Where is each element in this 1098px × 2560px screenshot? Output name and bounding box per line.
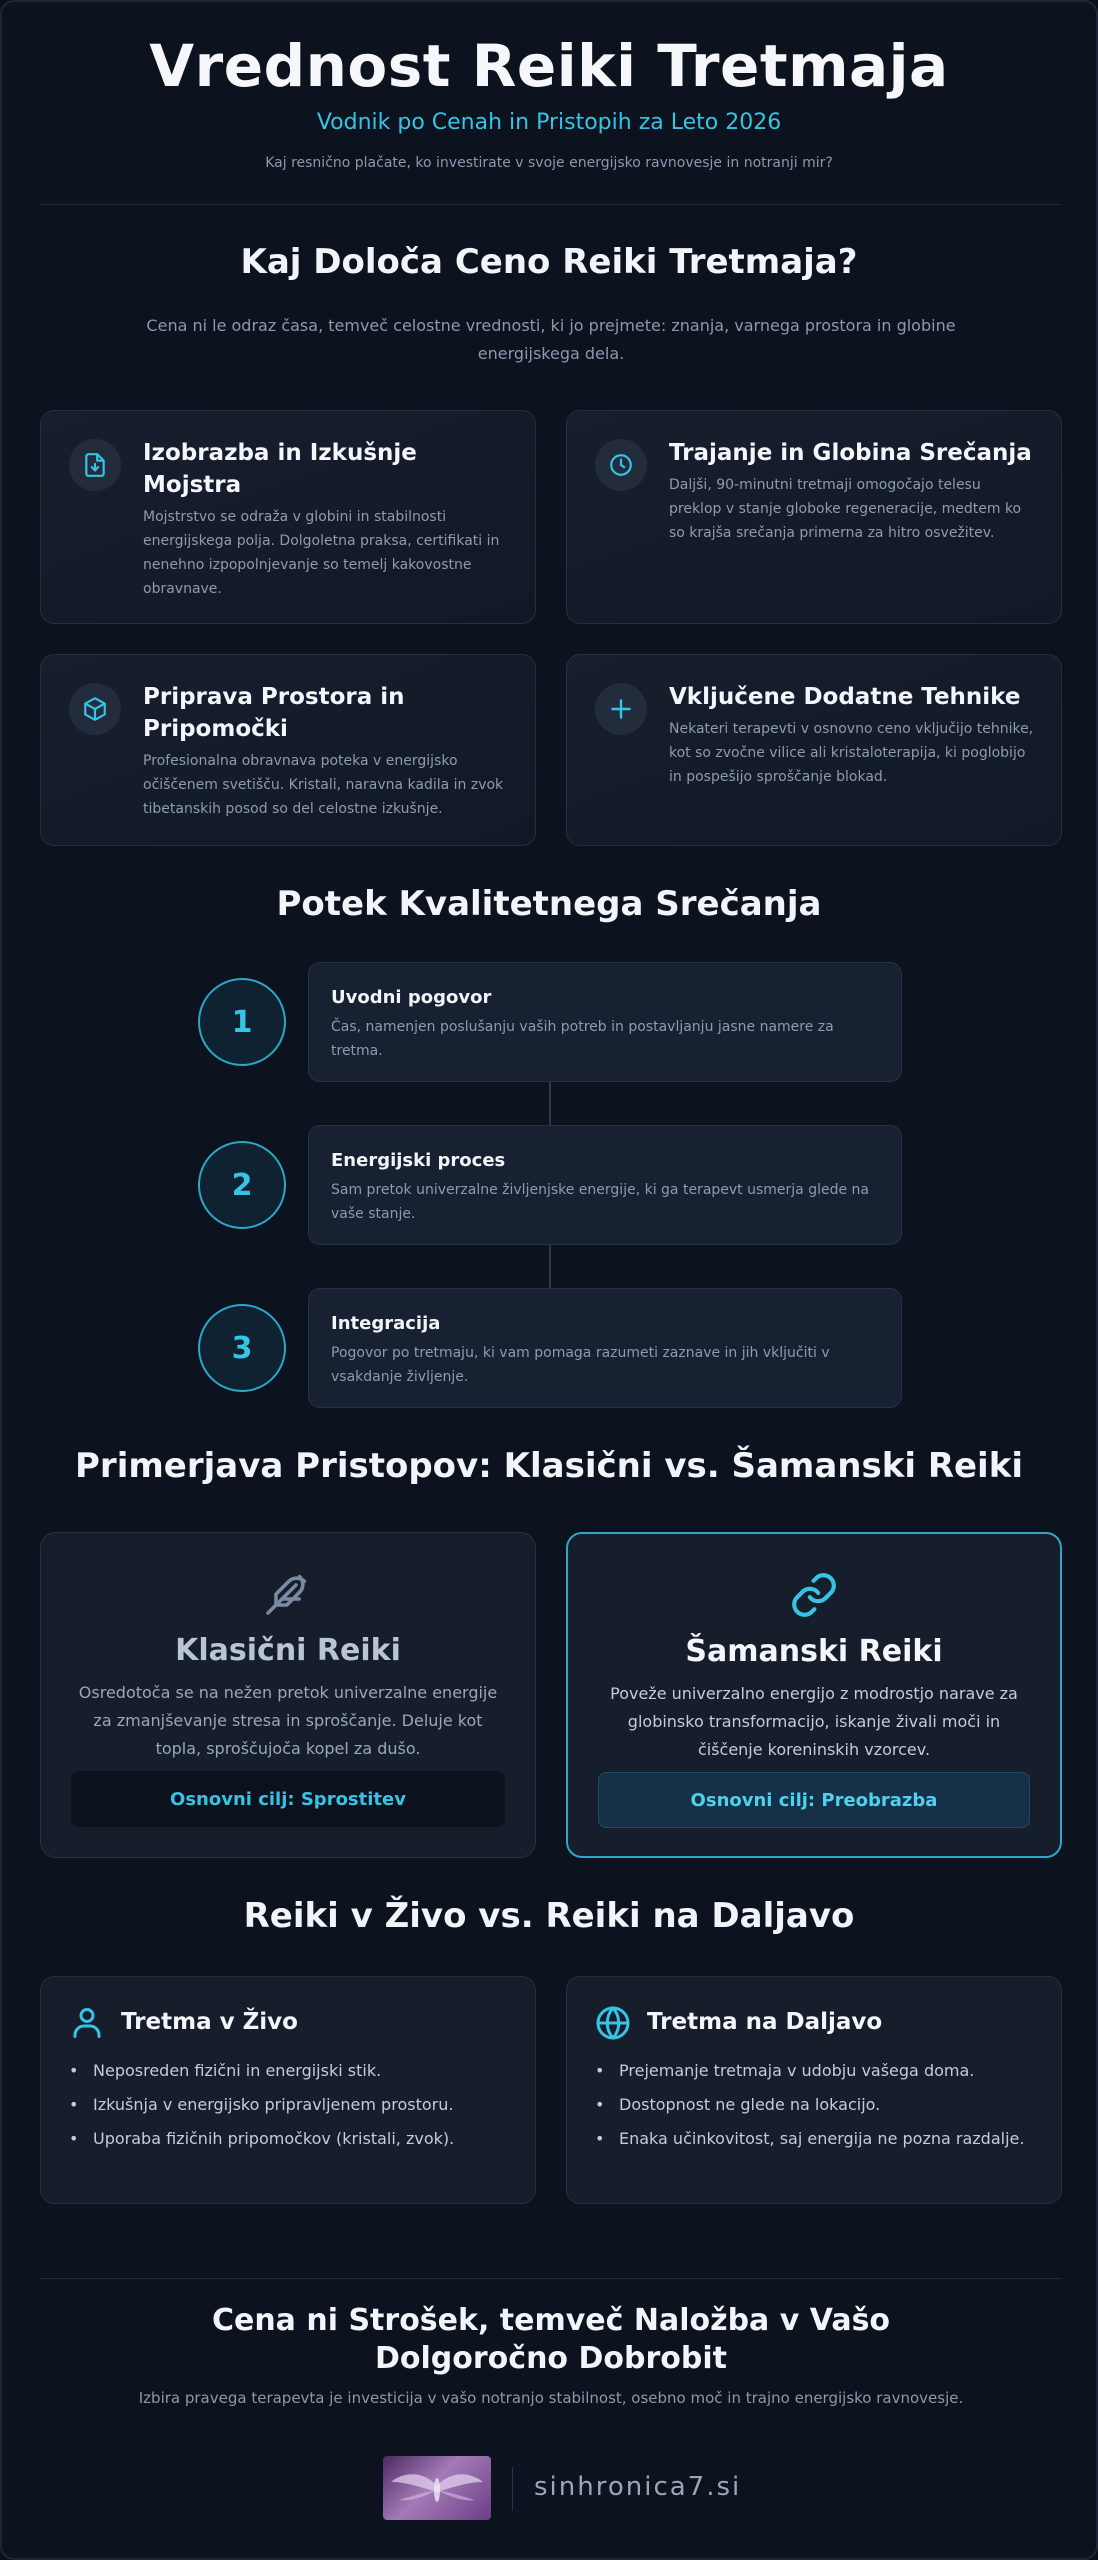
brand-logo [383, 2456, 491, 2520]
list-item: • Izkušnja v energijsko pripravljenem prostoru. [69, 2093, 511, 2117]
step-connector [549, 1245, 551, 1289]
factor-text: Profesionalna obravnava poteka v energijsko očiščenem svetišču. Kristali, naravna kadila in zvok tibetanskih posod so del celostne izkušnje. [143, 753, 504, 817]
remote-title: Tretma na Daljavo [647, 2009, 883, 2035]
step-number: 1 [198, 978, 286, 1066]
factor-title: Izobrazba in Izkušnje Mojstra [143, 440, 417, 498]
page-tagline: Kaj resnično plačate, ko investirate v svoje energijsko ravnovesje in notranji mir? [265, 155, 833, 171]
document-download-icon [69, 439, 121, 491]
step-card [308, 1288, 902, 1408]
live-treatment-card [40, 1976, 536, 2204]
step-number: 3 [198, 1304, 286, 1392]
user-icon [69, 2005, 105, 2041]
feather-icon [41, 1569, 535, 1617]
modes-heading: Reiki v Živo vs. Reiki na Daljavo [243, 1896, 855, 1936]
shamanic-text: Poveže univerzalno energijo z modrostjo narave za globinsko transformacijo, iskanje živali moči in čiščenje koreninskih vzorcev. [610, 1684, 1018, 1759]
globe-icon [595, 2005, 631, 2041]
step-text: Pogovor po tretmaju, ki vam pomaga razumeti zaznave in jih vključiti v vsakdanje življenje. [331, 1345, 830, 1385]
cube-icon [69, 683, 121, 735]
classic-reiki-card [40, 1532, 536, 1858]
website-link[interactable]: sinhronica7.si [534, 2472, 742, 2502]
step-title: Integracija [331, 1313, 441, 1334]
footer-text: Izbira pravega terapevta je investicija v vašo notranjo stabilnost, osebno moč in trajno energijsko ravnovesje. [138, 2389, 964, 2407]
step-title: Energijski proces [331, 1150, 506, 1171]
step-connector [549, 1082, 551, 1126]
factor-card-space [40, 654, 536, 846]
step-text: Čas, namenjen poslušanju vaših potreb in postavljanju jasne namere za tretma. [331, 1019, 834, 1059]
factors-heading: Kaj Določa Ceno Reiki Tretmaja? [240, 242, 858, 282]
classic-goal-badge: Osnovni cilj: Sprostitev [71, 1771, 505, 1827]
classic-title: Klasični Reiki [175, 1633, 401, 1668]
step-text: Sam pretok univerzalne življenjske energije, ki ga terapevt usmerja glede na vaše stanje. [331, 1182, 870, 1222]
factor-card-duration [566, 410, 1062, 624]
factor-title: Vključene Dodatne Tehnike [669, 684, 1021, 710]
factor-text: Nekateri terapevti v osnovno ceno vključijo tehnike, kot so zvočne vilice ali kristaloterapija, ki poglobijo in pospešijo sproščanje blokad. [669, 721, 1034, 785]
factor-title: Trajanje in Globina Srečanja [669, 440, 1032, 466]
divider [512, 2467, 513, 2511]
factor-card-techniques [566, 654, 1062, 846]
shamanic-reiki-card [566, 1532, 1062, 1858]
step-card [308, 962, 902, 1082]
factor-text: Mojstrstvo se odraža v globini in stabilnosti energijskega polja. Dolgoletna praksa, certifikati in nenehno izpopolnjevanje so temelj kakovostne obravnave. [143, 509, 500, 597]
shamanic-title: Šamanski Reiki [685, 1634, 943, 1669]
process-heading: Potek Kvalitetnega Srečanja [276, 884, 822, 924]
factor-text: Daljši, 90-minutni tretmaji omogočajo telesu preklop v stanje globoke regeneracije, medtem ko so krajša srečanja primerna za hitro osvežitev. [669, 477, 1022, 541]
plus-icon [595, 683, 647, 735]
list-item: • Prejemanje tretmaja v udobju vašega doma. [595, 2059, 1037, 2083]
footer-title: Cena ni Strošek, temveč Naložba v Vašo Dolgoročno Dobrobit [211, 2303, 891, 2376]
step-card [308, 1125, 902, 1245]
list-item: • Dostopnost ne glede na lokacijo. [595, 2093, 1037, 2117]
divider [40, 204, 1062, 205]
clock-icon [595, 439, 647, 491]
list-item: • Uporaba fizičnih pripomočkov (kristali, zvok). [69, 2127, 511, 2151]
remote-treatment-card [566, 1976, 1062, 2204]
divider [40, 2278, 1062, 2279]
live-title: Tretma v Živo [121, 2009, 298, 2035]
classic-text: Osredotoča se na nežen pretok univerzalne energije za zmanjševanje stresa in sproščanje. Deluje kot topla, sproščujoča kopel za dušo. [78, 1683, 498, 1758]
page-title: Vrednost Reiki Tretmaja [149, 32, 949, 100]
step-number: 2 [198, 1141, 286, 1229]
factors-lead: Cena ni le odraz časa, temveč celostne vrednosti, ki jo prejmete: znanja, varnega prostora in globine energijskega dela. [146, 316, 956, 363]
shamanic-goal-badge: Osnovni cilj: Preobrazba [598, 1772, 1030, 1828]
remote-list [595, 2059, 1037, 2161]
page-subtitle: Vodnik po Cenah in Pristopih za Leto 2026 [316, 110, 782, 135]
list-item: • Enaka učinkovitost, saj energija ne pozna razdalje. [595, 2127, 1037, 2151]
step-title: Uvodni pogovor [331, 987, 492, 1008]
comparison-heading: Primerjava Pristopov: Klasični vs. Šamanski Reiki [75, 1446, 1023, 1486]
factor-card-education [40, 410, 536, 624]
link-icon [568, 1570, 1060, 1620]
factor-title: Priprava Prostora in Pripomočki [143, 684, 405, 742]
live-list [69, 2059, 511, 2161]
list-item: • Neposreden fizični in energijski stik. [69, 2059, 511, 2083]
